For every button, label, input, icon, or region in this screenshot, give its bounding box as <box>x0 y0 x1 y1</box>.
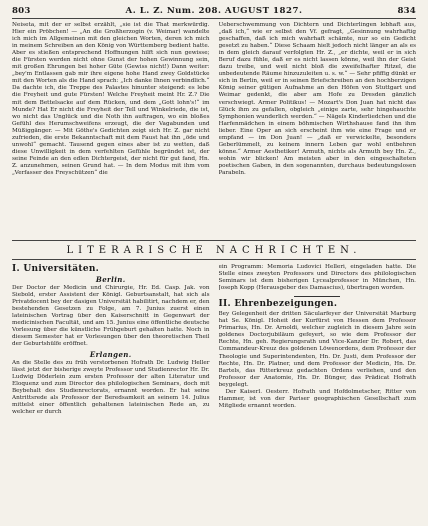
news-column-left <box>12 264 210 526</box>
section-title: LITERARISCHE NACHRICHTEN. <box>12 241 416 260</box>
news-paragraph: Der Doctor der Medicin und Chirurgie, Hr. Ed. Casp. Jak. von Siebold, erster Assistent der Königl. Geburtsanstalt, hat sich als Privatdocent bey der dasigen Universität habilitirt, nachdem er, den bestehenden Gesetzen zu Folge, am 7. Junius zuerst einen lateinischen Vortrag über den Kaiserschnitt in Gegenwart der medicinischen Facultät, und am 15. Junius eine öffentliche deutsche Vorlesung über die künstliche Frühgeburt gehalten hatte. Noch in diesem Semester hat er Vorlesungen über den theoretischen Theil der Geburtshülfe eröffnet. <box>12 285 210 348</box>
review-columns <box>12 22 416 236</box>
review-paragraph: Neiseta, mit der er selbst erzählt, „sie ist die That merkwürdig. Hier ein Pröbchen! — „An die Großherzogin (v. Weimar) wandelte ich mich im Allgemeinen mit den gleichen Worten, deren ich mich in meinem Schreiben an den König von Württemberg bedient hatte. Aber es stießen entsprechend Hoffnungen hilft sich nun gewisse; die Fürsten werden nicht ohne Gunst der hohen Gewinnung sein, mit großen Ehrungen bei hoher Güte (Gewiss nicht!) Dann weiter: „bey'm Entlassen gab mir ihre eigene hohe Hand zwey Goldstücke mit den Worten als die Hand sprach: „Ich danke Ihnen verbindlich.“ Da dachte ich, die Treppe des Palastes hinunter steigend: es lebe die Freyheit und gute Fürsten! Welche Freyheit meint Hr. Z.? Die mit dem Bettelsacke auf dem Rücken, und dem „Gott lohn's!“ im Munde? Hat Er nicht die Freyheit der Tell und Winkelriede, die ist, wo nicht das Unglück und die Noth ihn auftragen, wo ein bloßes Gefühl des Herumschweifens erzeugt, die der Vagabunden und Müßiggänger. — Mit Göthe's Gedichten zeigt sich Hr. Z. gar nicht zufrieden, die erste Bekanntschaft mit dem Faust hat ihn „öde und unwohl“ gemacht. Tausend gegen eines aber ist zu wetten, daß diese Unwilligkeit in dem verfehlten Gefühle begründet ist, der seine Feinde an den edlen Dichtergeist, der nicht für gut fand, Hn. Z. anzunehmen, seinen Grund hat. — In dem Modus mit ihm vom „Verfasser des Freyschützen“ die <box>12 22 210 176</box>
news-paragraph: ein Programm: Memoria Ludovici Helleri, eingeladen hatte. Die Stelle eines zweyten Professors und Directors des philologischen Seminars ist dem bisherigen Lycealprofessor in München, Hn. Joseph Kopp (Herausgeber des Damascius), übertragen worden. <box>218 264 416 292</box>
subheading-erlangen: Erlangen. <box>89 349 132 359</box>
subheading-berlin: Berlin. <box>95 275 126 285</box>
heading-honours: II. Ehrenbezeigungen. <box>218 299 338 310</box>
news-paragraph: Der Kaiserl. Oesterr. Hofrath und Hofdolmetscher, Ritter von Hammer, ist von der Pariser geographischen Gesellschaft zum Mitgliede ernannt worden. <box>218 388 416 409</box>
review-column-right <box>219 22 417 236</box>
page-number-left: 803 <box>12 6 31 16</box>
review-paragraph: Ueberschwemmung von Dichtern und Dichterlingen lebhaft aus, „daß ich,“ wie er selbst den Vf. gefragt, „Gesinnung wahrhaftig geschaffen, daß ich mich wahrhaft schämte, nur so ein Gedicht gesetzt zu haben.“ Diese Schaam hielt jedoch nicht länger an als es in dem gleich darauf verfolgten Hr. Z., „er dichte, weil er in sich Beruf dazu fühle, daß er es nicht lassen könne, weil ihn der Geist dazu treibe, und weil nicht bloß die zweifelhafter Ritzel, die unbedeutende Räume hinzuzuleiten u. s. w.“ — Sehr pfiffig dünkt er sich in Berlin, weil er in seinen Briefschreiben an den hochberzigen König seiner gütigen Aufnahme an den Höfen von Stuttgart und Weimar gedenkt, die aber am Hofe zu Dresden gänzlich verschwiegt. Armer Politikus! — Mozart's Don Juan hat nicht das Glück ihm zu gefallen, obgleich „einige zarte, sehr hingehauchte Symphonien wunderlich werden.“ — Nägels Kinderliedchen und die Harfenmädchen in einem böhmischen Wirthshause fand ihn ihm lieber. Eine Oper an sich erscheint ihm wie eine Frage und er empfand — im Don Juan! — „daß er verwickelte, besonders Geberlümmelt, zu keinem innern Leben gar wohl entbehren könne.“ Armer Aesthetiker! Armuth, nichts als Armuth bey Hn. Z., wohin wir blicken! Am meisten aber in den eingeschalteten poetischen Gaben, in den sogenannten, durchaus bedeutungslosen Parabeln. <box>218 22 416 176</box>
review-column-left <box>12 22 210 236</box>
news-paragraph: Bey Gelegenheit der dritten Säcularfeyer der Universität Marburg hat Se. Königl. Hoheit der Kurfürst von Hessen dem Professor Primarius, Hn. Dr. Arnoldi, welcher zugleich in diesem Jahre sein goldenes Doctorjubiläum gefeyert, so wie dem Professor der Rechte, Hn. geh. Regierungsrath und Vice-Kanzler Dr. Robert, das Commandeur-Kreuz des goldenen Löwenordens, dem Professor der Theologie und Superintendenten, Hn. Dr. Justi, dem Professor der Rechte, Hn. Dr. Platner, und dem Professor der Medicin, Hn. Dr. Bartels, das Ritterkreuz gedachten Ordens verliehen, und den Professor der Anatomie, Hn. Dr. Bünger, das Prädicat Hofrath beygelegt. <box>218 311 416 388</box>
page-header <box>12 6 416 19</box>
news-column-right <box>219 264 417 526</box>
news-columns <box>12 264 416 526</box>
journal-title: A. L. Z. Num. 208. AUGUST 1827. <box>125 6 303 16</box>
heading-universities: I. Universitäten. <box>12 264 100 274</box>
news-paragraph: An die Stelle des zu früh verstorbenen Hofrath Dr. Ludwig Heller lässt jetzt der bisherige zweyte Professor und Studienrector Hr. Dr. Ludwig Döderlein zum ersten Professor der alten Literatur und Eloquenz und zum Director des philologischen Seminars, doch mit Beybehalt des Studienrectorats, ernannt worden. Er hat seine Antrittsrede als Professor der Beredsamkeit an seinem 14. Julius mittelst einer öffentlich gehaltenen lateinischen Rede an, zu welcher er durch <box>12 359 210 415</box>
page-number-right: 834 <box>397 6 416 16</box>
short-rule <box>294 296 340 297</box>
